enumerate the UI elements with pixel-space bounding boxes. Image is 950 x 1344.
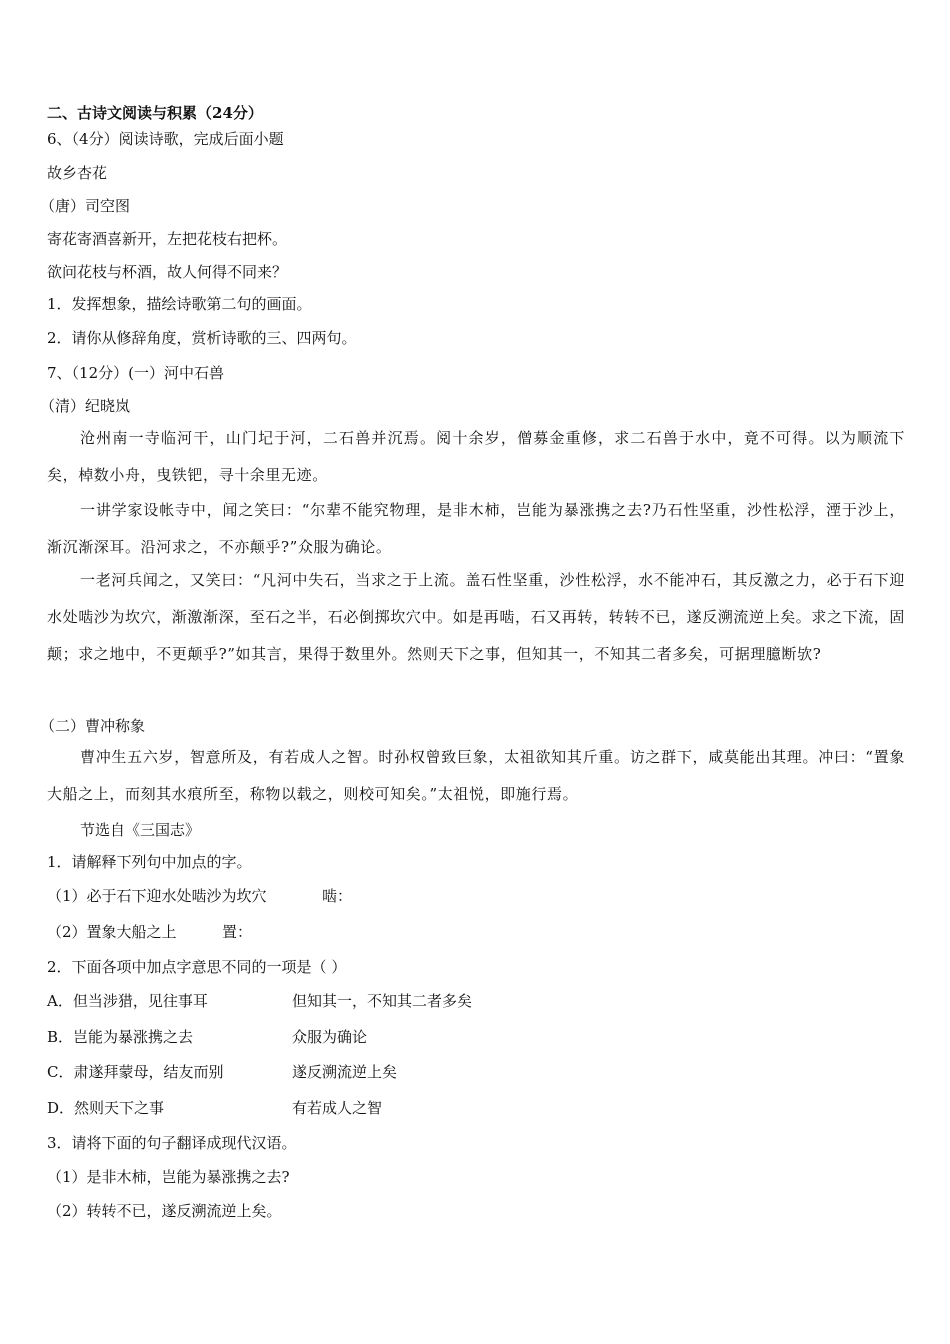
passage-paragraph-3: 一老河兵闻之，又笑曰：“凡河中失石，当求之于上流。盖石性坚重，沙性松浮，水不能冲石，其反激之力，必于石下迎水处啮沙为坎穴，渐激渐深，至石之半，石必倒掷坎穴中。如是再啮，石又再转，转转不已，遂反溯流逆上矣。求之下流，固颠；求之地中，不更颠乎?”如其言，果得于数里外。然则天下之事，但知其一，不知其二者多矣，可据理臆断欤? [47,571,906,663]
poem-title: 故乡杏花 [47,164,108,182]
option-c: C．肃遂拜蒙母，结友而别 [47,1063,224,1081]
q7-sub-question-1: 1．请解释下列句中加点的字。 [47,853,252,871]
poem-line-2: 欲问花枝与杯酒，故人何得不同来？ [47,263,288,281]
option-a: A．但当涉猎，见往事耳 [47,992,208,1010]
q7-sub1-item-1: （1）必于石下迎水处啮沙为坎穴 [47,887,267,905]
q7-sub1-item-2-answer-label: 置： [222,923,253,941]
q6-sub-question-1: 1．发挥想象，描绘诗歌第二句的画面。 [47,295,312,313]
q7-author: （清）纪晓岚 [40,397,131,415]
option-a-pair: 但知其一，不知其二者多矣 [292,992,473,1010]
poem-author: （唐）司空图 [40,197,131,215]
q7-sub3-item-1: （1）是非木柿，岂能为暴涨携之去? [47,1168,290,1186]
section-title: 二、古诗文阅读与积累（24分） [47,104,263,122]
poem-line-1: 寄花寄酒喜新开，左把花枝右把杯。 [47,230,288,248]
option-b-pair: 众服为确论 [292,1028,368,1046]
passage-paragraph-2: 一讲学家设帐寺中，闻之笑曰：“尔辈不能究物理，是非木柿，岂能为暴涨携之去?乃石性坚重，沙性松浮，湮于沙上，渐沉渐深耳。沿河求之，不亦颠乎?”众服为确论。 [47,501,905,556]
q6-sub-question-2: 2．请你从修辞角度，赏析诗歌的三、四两句。 [47,329,357,347]
passage-paragraph-4: 曹冲生五六岁，智意所及，有若成人之智。时孙权曾致巨象，太祖欲知其斤重。访之群下，咸莫能出其理。冲曰：“置象大船之上，而刻其水痕所至，称物以载之，则校可知矣。”太祖悦，即施行焉。 [47,748,905,803]
q7-sub3-item-2: （2）转转不已，遂反溯流逆上矣。 [47,1202,282,1220]
option-c-pair: 遂反溯流逆上矣 [292,1063,398,1081]
q6-header: 6、（4分）阅读诗歌，完成后面小题 [47,130,284,148]
source-note: 节选自《三国志》 [80,821,201,839]
q7-sub-question-2: 2．下面各项中加点字意思不同的一项是（ ） [47,958,347,976]
q7-sub1-item-2: （2）置象大船之上 [47,923,177,941]
option-d: D．然则天下之事 [47,1099,165,1117]
q7-sub1-item-1-answer-label: 啮： [322,887,353,905]
option-d-pair: 有若成人之智 [292,1099,383,1117]
q7-header: 7、（12分）(一）河中石兽 [47,364,224,382]
passage-paragraph-1: 沧州南一寺临河干，山门圮于河，二石兽并沉焉。阅十余岁，僧募金重修，求二石兽于水中，竟不可得。以为顺流下矣，棹数小舟，曳铁钯，寻十余里无迹。 [47,429,905,484]
option-b: B．岂能为暴涨携之去 [47,1028,194,1046]
part2-header: （二）曹冲称象 [40,717,146,735]
q7-sub-question-3: 3．请将下面的句子翻译成现代汉语。 [47,1134,297,1152]
